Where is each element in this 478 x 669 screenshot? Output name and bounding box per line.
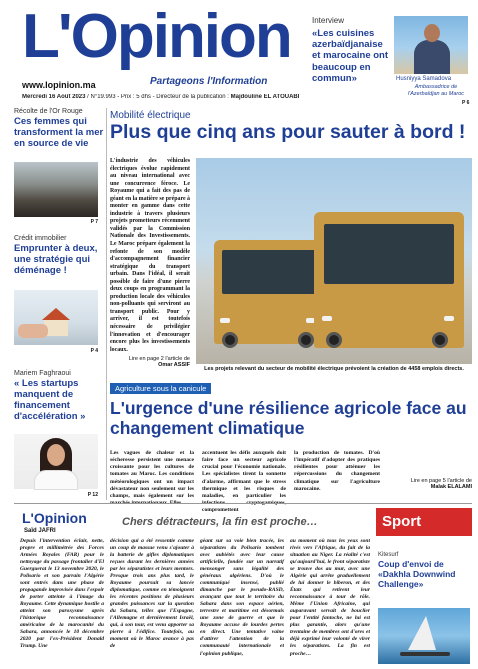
body-column: la production de tomates. D'où l'impératif d'adopter des pratiques résilientes pour atténuer les répercussions du changement climatique sur l'agriculture marocaine. [294,450,380,492]
tagline: Partageons l'Information [150,76,268,87]
editorial-author: Saïd JAFRI [24,528,56,534]
headline-part: face au changement climatique [110,398,467,438]
bus-windshield-shape [222,250,316,294]
editorial-title[interactable]: Chers détracteurs, la fin est proche… [122,516,318,528]
continuation-label: Lire en page 5 l'article de [410,478,472,484]
bus-wheel-shape [298,332,314,348]
left-teaser-kicker: Crédit immobilier [14,235,67,242]
person-body-shape [414,40,450,74]
headline-part: L'urgence d'une [110,398,249,418]
left-teaser-kicker: Mariem Faghraoui [14,370,71,377]
interview-person-name: Husniyya Samadova [396,76,452,82]
second-story-continuation[interactable] [392,478,472,490]
interview-page-ref: P 6 [462,100,470,106]
sport-section[interactable] [376,508,472,664]
interview-title[interactable]: «Les cuisines azerbaïdjanaise et marocaine ont beaucoup en commun» [312,28,389,84]
person-head-shape [424,24,440,42]
sport-tag: Sport [376,508,472,536]
second-story [110,378,472,514]
hand-shape [18,324,48,338]
shirt-shape [34,470,78,490]
electric-buses-photo [196,158,472,364]
bus-headlight-shape [444,316,454,321]
house-roof-shape [42,308,70,320]
bus-headlight-shape [322,316,332,321]
continuation-author: Omar ASSIF [158,362,190,368]
editorial-logo: L'Opinion [22,510,87,526]
left-teaser-kicker: Récolte de l'Or Rouge [14,108,83,115]
website-link[interactable]: www.lopinion.ma [22,80,96,90]
main-story-body: L'industrie des véhicules électriques évolue rapidement au niveau international avec une concurrence féroce. Le Royaume qui a fait des pas de géant en la matière se prépare à monter en gamme dans cette industrie à travers plusieurs projets prometteurs récemment validés par la Commission Nationale des Investissements. Le Maroc prépare également la refonte de son modèle d'accompagnement financier stratégique du transport urbain. Dans l'idéal, il serait possible de faire d'une pierre deux coups en programmant la production locale des véhicules non-polluants qui serviront au transport public. Pour y arriver, il est toutefois nécessaire de privilégier l'innovation et d'encourager encore plus les investissements locaux. [110,158,190,353]
continuation-author: Malak ELALAMI [430,484,472,490]
bus-right-shape [314,212,464,348]
main-story [110,110,470,372]
editorial-column: Depuis l'intervention éclair, nette, propre et millimétrée des Forces Armées Royales (FAR) pour le nettoyage du passage frontalier d'El Guerguerat le 13 novembre 2020, le Polisario et son parrain l'Algérie sont entrés dans une phase de propagande improvisée dans l'espoir de porter atteinte à l'image du Royaume. Cette dynamique hostile a atteint son paroxysme après l'historique reconnaissance américaine de la marocanité du Sahara, annoncée le 10 décembre 2020 par l'ex-Président Donald Trump. Une [20,538,104,650]
bus-windshield-shape [324,224,454,284]
body-column: Les vagues de chaleur et la sécheresse persistent une menace croissante pour les cultures de tomates au Maroc. Les conditions météorologiques ont un impact dévastateur non seulement sur les champs, mais également sur les [110,450,194,499]
editorial-column: au moment où tous les yeux sont rivés vers l'Afrique, du fait de la situation au Niger. La réalité c'est qu'aujourd'hui, le front séparatiste se trouve dos au mur, avec une Algérie qui arrête graduellement de lui donner le biberon, et des États qui retirent leur reconnaissance à tour de rôle. Même l'Union Africaine, qui auparavant servait de bouclier pour l'entité fantoche, ne lui est plus garantie, alors qu'une trentaine de membres ont d'ores et déjà exprimé leur volonté de virer les séparatistes. La fin est proche… [290,538,370,657]
masthead [0,0,478,106]
section-divider [14,503,472,504]
body-column: accentuent les défis auxquels doit faire face un secteur agricole crucial pour l'économie nationale. Les spécialistes tirent la sonnette d'alarme, affirmant que le stress thermique et les risques de maladies, en particulier les compromettent [202,450,286,514]
sport-title[interactable]: Coup d'envoi de «Dakhla Downwind Challenge» [378,559,456,589]
main-story-continuation[interactable] [114,356,190,368]
left-column [14,108,104,503]
kite-sail-shape [408,616,436,650]
newspaper-logo[interactable]: L'Opinion [22,2,291,71]
main-story-headline[interactable]: Plus que cinq ans pour sauter à bord ! [110,121,466,143]
left-teaser-page-ref: P 12 [87,492,98,498]
dateline-date: Mercredi 16 Août 2023 [22,94,86,100]
bus-left-shape [214,240,324,344]
second-story-tag: Agriculture sous la canicule [110,383,211,394]
interview-teaser[interactable] [312,16,472,104]
left-teaser-title[interactable]: Emprunter à deux, une stratégie qui déménage ! [14,243,98,276]
editorial-column: décision qui a été ressentie comme un coup de massue venu s'ajouter à la batterie de gifles diplomatiques reçues durant les dernières années par les séparatistes et leurs mentors. Presque trois ans plus tard, le Royaume poursuit sa lancée diplomatique, comme en témoignent les récentes positions de plusieurs grandes puissances sur la question du Sahara, telles que l'Espagne, l'Allemagne et dernièrement Israël, qui, à son tour, est venu apporter sa pierre à l'édifice. Toutefois, au moment où le Maroc avance à pas de [110,538,194,650]
interview-person-role: Ambassadrice de l'Azerbaïdjan au Maroc [407,84,465,97]
kitesurf-photo [378,608,470,664]
second-story-headline[interactable] [110,399,470,438]
column-divider [106,108,107,500]
left-teaser-page-ref: P 7 [90,219,98,225]
main-story-kicker: Mobilité électrique [110,110,191,121]
dateline-director: Majdouline EL ATOUABI [230,94,300,100]
left-teaser-title[interactable]: Ces femmes qui transforment la mer en source de vie [14,116,104,149]
left-teaser-title[interactable]: « Les startups manquent de financement d'accélération » [14,378,86,422]
bus-wheel-shape [432,332,448,348]
interview-kicker: Interview [312,16,345,25]
left-teaser-2[interactable] [14,235,104,277]
bus-wheel-shape [222,332,238,348]
seaweed-harvest-photo [14,162,98,217]
kite-board-shape [400,652,450,656]
photo-caption: Les projets relevant du secteur de mobilité électrique prévoient la création de 4458 emplois directs. [204,366,464,372]
left-teaser-3[interactable] [14,370,104,423]
face-shape [47,444,65,466]
left-teaser-page-ref: P 4 [90,348,98,354]
continuation-label: Lire en page 2 l'article de [128,356,190,362]
headline-highlight: résilience agricole [248,398,402,418]
mariem-faghraoui-photo [14,434,98,489]
bus-wheel-shape [326,332,342,348]
dateline-details: / N°19.993 - Prix : 5 dhs - Directeur de la publication : [85,94,231,100]
sport-kicker: Kitesurf [378,552,399,558]
editorial-column: géant sur sa voie bien tracée, les séparatistes du Polisario tombent avec aubiétés avec leur cause artificielle, fondée sur un narratif mensonger sans légalité des généraux algériens. D'où le communiqué insensé, publié dimanche par le pseudo-RASD, avançant que tout le territoire du Sahara dans son espace aérien, terrestre et maritime est désormais une zone de guerre et que le Royaume accuse de lourdes pertes en direct. Une tentative vaine d'attirer l'attention de la communauté internationale et l'opinion publique, [200,538,284,657]
interview-photo [394,16,468,74]
left-teaser-1[interactable] [14,108,104,150]
bus-headlight-shape [220,318,230,323]
house-keys-photo [14,290,98,345]
editorial [14,508,370,664]
